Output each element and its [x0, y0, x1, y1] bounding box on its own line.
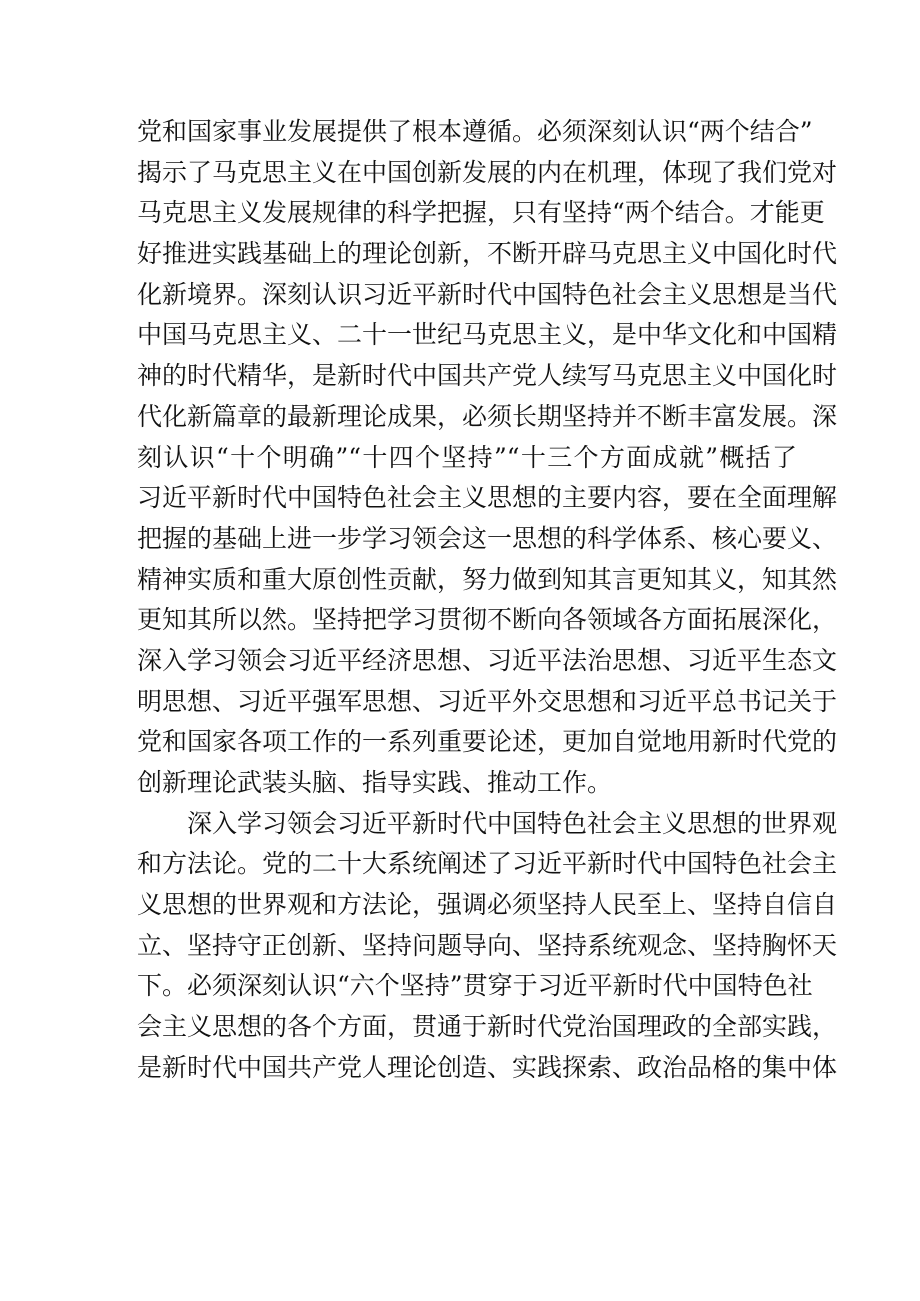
- text-line: 明思想、习近平强军思想、习近平外交思想和习近平总书记关于: [137, 686, 838, 716]
- text-line: 会主义思想的各个方面，贯通于新时代党治国理政的全部实践，: [137, 1012, 838, 1042]
- document-page: [137, 112, 838, 1089]
- text-line: 党和国家各项工作的一系列重要论述，更加自觉地用新时代党的: [137, 727, 838, 757]
- text-line: 精神实质和重大原创性贡献，努力做到知其言更知其义，知其然: [137, 564, 838, 594]
- text-line: 立、坚持守正创新、坚持问题导向、坚持系统观念、坚持胸怀天: [137, 930, 838, 960]
- paragraph-1: [137, 112, 838, 804]
- text-line: 是新时代中国共产党人理论创造、实践探索、政治品格的集中体: [137, 1052, 838, 1082]
- paragraph-2: [137, 804, 838, 1089]
- text-line: 下。必须深刻认识“六个坚持”贯穿于习近平新时代中国特色社: [137, 971, 813, 1001]
- text-line: 更知其所以然。坚持把学习贯彻不断向各领域各方面拓展深化，: [137, 605, 838, 635]
- text-line: 中国马克思主义、二十一世纪马克思主义，是中华文化和中国精: [137, 320, 838, 350]
- text-line: 和方法论。党的二十大系统阐述了习近平新时代中国特色社会主: [137, 849, 838, 879]
- text-line: 化新境界。深刻认识习近平新时代中国特色社会主义思想是当代: [137, 279, 838, 309]
- text-line: 代化新篇章的最新理论成果，必须长期坚持并不断丰富发展。深: [137, 401, 838, 431]
- text-line: 刻认识“十个明确”“十四个坚持”“十三个方面成就”概括了: [137, 442, 797, 472]
- text-line: 党和国家事业发展提供了根本遵循。必须深刻认识“两个结合”: [137, 117, 813, 146]
- text-line: 深入学习领会习近平新时代中国特色社会主义思想的世界观: [187, 808, 838, 838]
- text-line: 马克思主义发展规律的科学把握，只有坚持“两个结合。才能更: [137, 198, 825, 228]
- text-line: 创新理论武装头脑、指导实践、推动工作。: [137, 768, 613, 797]
- text-line: 把握的基础上进一步学习领会这一思想的科学体系、核心要义、: [137, 523, 838, 553]
- text-line: 义思想的世界观和方法论，强调必须坚持人民至上、坚持自信自: [137, 890, 838, 920]
- text-line: 习近平新时代中国特色社会主义思想的主要内容，要在全面理解: [137, 483, 838, 513]
- text-line: 揭示了马克思主义在中国创新发展的内在机理，体现了我们党对: [137, 157, 838, 187]
- text-line: 好推进实践基础上的理论创新，不断开辟马克思主义中国化时代: [137, 239, 838, 269]
- text-line: 深入学习领会习近平经济思想、习近平法治思想、习近平生态文: [137, 645, 838, 675]
- text-line: 神的时代精华，是新时代中国共产党人续写马克思主义中国化时: [137, 361, 838, 391]
